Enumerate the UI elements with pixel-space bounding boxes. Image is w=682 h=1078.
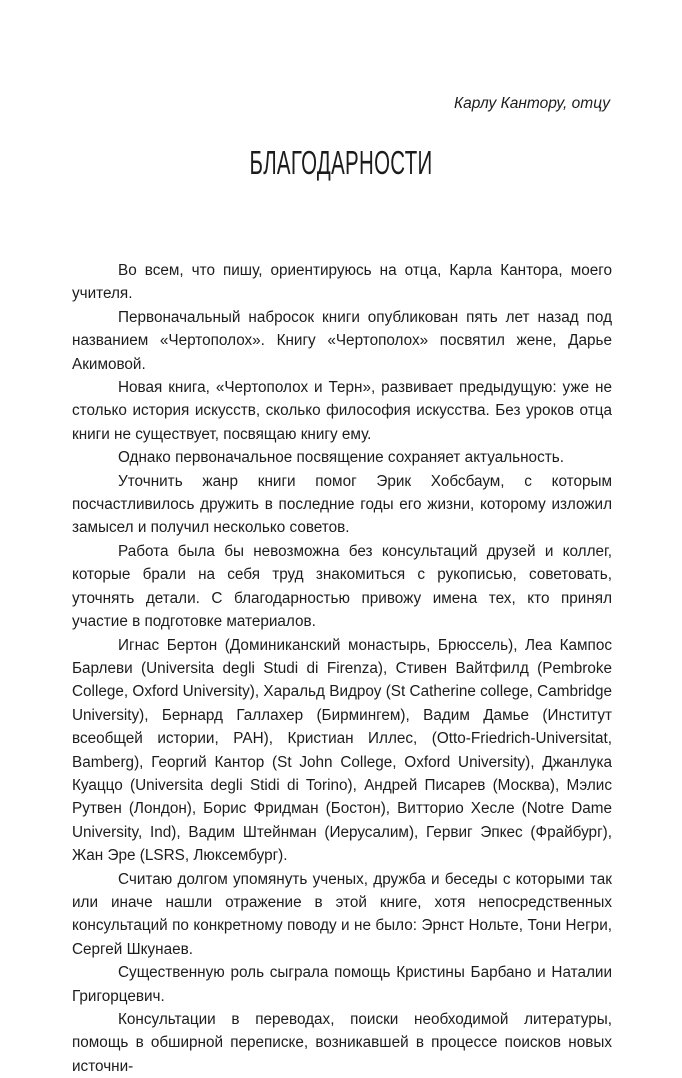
paragraph: Существенную роль сыграла помощь Кристины Барбано и Наталии Григорцевич. xyxy=(72,964,612,1005)
body-text xyxy=(72,259,612,1078)
paragraph: Однако первоначальное посвящение сохраняет актуальность. xyxy=(118,449,564,467)
paragraph: Консультации в переводах, поиски необходимой литературы, помощь в обширной переписке, возникавшей в процессе поисков новых источни- xyxy=(72,1011,612,1075)
paragraph: Уточнить жанр книги помог Эрик Хобсбаум, с которым посчастливилось дружить в последние годы его жизни, которому изложил замысел и получил несколько советов. xyxy=(72,472,612,537)
paragraph: Считаю долгом упомянуть ученых, дружба и беседы с которыми так или иначе нашли отражение в этой книге, хотя непосредственных консультаций по конкретному поводу и не было: Эрнст Нольте, Тони Негри, Сергей Шкунаев. xyxy=(72,870,612,958)
paragraph: Новая книга, «Чертополох и Терн», развивает предыдущую: уже не столько история искусств, сколько философия искусства. Без уроков отца книги не существует, посвящаю книгу ему. xyxy=(72,379,612,443)
paragraph: Во всем, что пишу, ориентируюсь на отца, Карла Кантора, моего учителя. xyxy=(72,262,612,303)
page-title: БЛАГОДАРНОСТИ xyxy=(249,144,433,181)
dedication: Карлу Кантору, отцу xyxy=(453,95,610,112)
paragraph: Первоначальный набросок книги опубликован пять лет назад под названием «Чертополох». Книгу «Чертополох» посвятил жене, Дарье Акимовой. xyxy=(72,308,612,373)
paragraph: Работа была бы невозможна без консультаций друзей и коллег, которые брали на себя труд знакомиться с рукописью, советовать, уточнять детали. С благодарностью привожу имена тех, кто принял участие в подготовке материалов. xyxy=(72,542,612,631)
paragraph: Игнас Бертон (Доминиканский монастырь, Брюссель), Леа Кампос Барлеви (Universita degli Studi di Firenza), Стивен Вайтфилд (Pembroke College, Oxford University), Харальд Видроу (St Catherine college, Cambridge University), Бернард Галлахер (Бирмингем), Вадим Дамье (Институт всеобщей истории, РАН), Кристиан Иллес, (Otto-Friedrich-Universitat, Bamberg), Георгий Кантор (St John College, Oxford University), Джанлука Куаццо (Universita degli Stidi di Torino), Андрей Писарев (Москва), Мэлис Рутвен (Лондон), Борис Фридман (Бостон), Витторио Хесле (Notre Dame University, Ind), Вадим Штейнман (Иерусалим), Гервиг Эпкес (Фрайбург), Жан Эре (LSRS, Люксембург). xyxy=(72,636,612,865)
